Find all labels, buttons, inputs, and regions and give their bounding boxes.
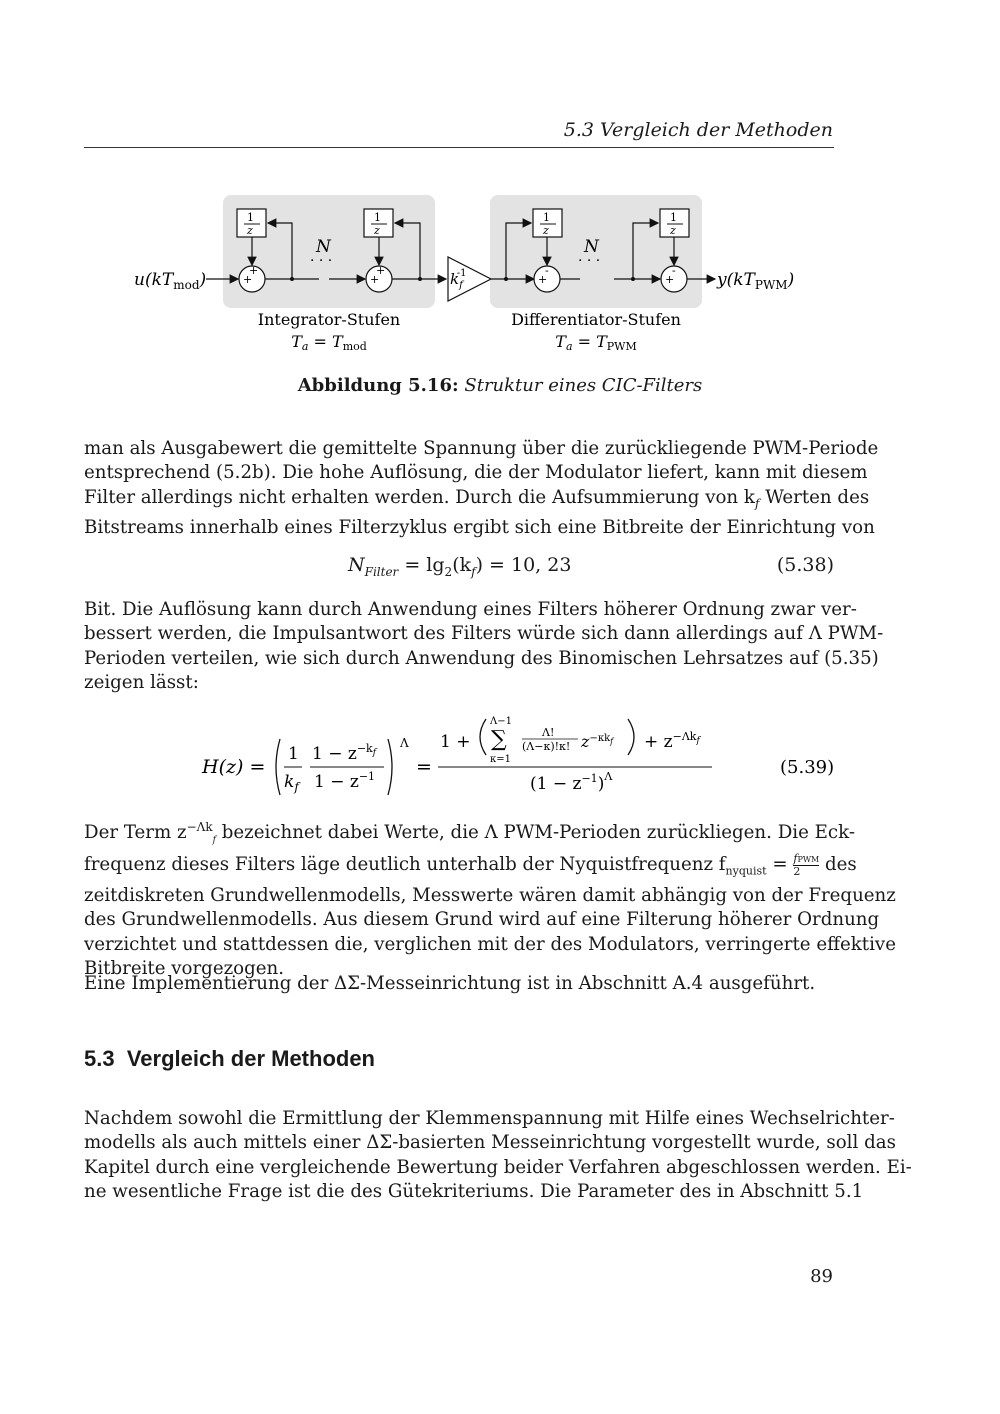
svg-text:-: - (545, 264, 549, 277)
svg-text:kf: $k_f$ (284, 772, 299, 794)
text-line: zeitdiskreten Grundwellenmodells, Messwerte wären damit abhängig von der Frequenz (84, 884, 896, 906)
page-number: 89 (810, 1266, 833, 1287)
svg-text:z: z (374, 224, 380, 237)
cic-filter-diagram (84, 185, 834, 385)
equation-number: (5.38) (776, 554, 834, 576)
svg-text:1: 1 (670, 211, 677, 224)
svg-text:1 − z−1: $1 - z^{-1}$ (314, 770, 376, 792)
svg-text:κ=1: κ=1 (490, 754, 511, 765)
svg-text:1 − z−kf: $1 - z^{-k}f$ (312, 742, 377, 764)
svg-text:· · ·: · · · (578, 253, 601, 269)
differentiator-title: Differentiator-Stufen (511, 310, 681, 329)
svg-text:Λ: Λ (400, 736, 409, 750)
svg-text:kf-1: $k_f-1$ (450, 268, 467, 291)
svg-text:1: 1 (543, 211, 550, 224)
text-line: man als Ausgabewert die gemittelte Spannung über die zurückliegende PWM-Periode (84, 438, 879, 459)
differentiator-sampling: Ta = TPWM (555, 332, 637, 353)
caption-text: Struktur eines CIC-Filters (464, 375, 703, 396)
svg-text:Λ!: Λ! (542, 726, 555, 739)
svg-text:z: z (543, 224, 549, 237)
svg-text:(1 − z−1)Λ: $(1 - z^{-1})^\Lambda$ (530, 770, 613, 794)
svg-text:1 +: 1 + (440, 732, 471, 752)
svg-text:=: = (416, 756, 432, 778)
svg-text:1: 1 (247, 211, 254, 224)
paragraph-4 (84, 972, 834, 996)
svg-text:+: + (370, 273, 380, 286)
running-head: 5.3 Vergleich der Methoden (563, 119, 833, 141)
text-line: des Grundwellenmodells. Aus diesem Grund wird auf eine Filterung höherer Ordnung (84, 909, 880, 931)
text-line: verzichtet und stattdessen die, verglichen mit der des Modulators, verringerte effektive (84, 933, 896, 955)
header-rule (84, 147, 834, 148)
integrator-sampling: Ta = Tmod (291, 332, 367, 353)
equation-5-39 (84, 705, 834, 815)
svg-text:+: + (249, 264, 259, 277)
text-line: bessert werden, die Impulsantwort des Filters würde sich dann allerdings auf Λ PWM- (84, 623, 884, 645)
output-label: $y(kT_{PWM})$ (717, 270, 795, 292)
svg-text:+: + (243, 273, 253, 286)
integrator-title: Integrator-Stufen (257, 310, 401, 329)
text-line: Filter allerdings nicht erhalten werden. Durch die Aufsummierung von $k_f$ Werten des (84, 486, 870, 511)
text-line: Bit. Die Auflösung kann durch Anwendung eines Filters höherer Ordnung zwar ver- (84, 599, 857, 620)
svg-text:H(z) =: H(z) = (202, 756, 266, 778)
section-title-text: Vergleich der Methoden (126, 1046, 375, 1071)
svg-text:z: z (247, 224, 253, 237)
text-line: frequenz dieses Filters läge deutlich unterhalb der Nyquistfrequenz $f_{nyquist}$ = fPWM 2 des (84, 852, 857, 878)
svg-text:z−κkf: $z^{-\kappa k}f$ (581, 732, 614, 751)
input-label: $u(kT_{mod})$ (134, 270, 207, 292)
svg-text:1: 1 (374, 211, 381, 224)
svg-text:+: + (538, 273, 548, 286)
svg-text:∑: ∑ (491, 727, 507, 752)
text-line: Perioden verteilen, wie sich durch Anwendung des Binomischen Lehrsatzes auf (5.35) (84, 647, 879, 669)
text-line: modells als auch mittels einer ΔΣ-basierten Messeinrichtung vorgestellt wurde, soll das (84, 1132, 896, 1154)
text-line: Bitstreams innerhalb eines Filterzyklus ergibt sich eine Bitbreite der Einrichtung von (84, 516, 875, 538)
page: 5.3 Vergleich der Methoden $u(kT_{mod})$ + + 1 z N · · · + + 1 z $k_f-1$ 1 z + - N · · · 1 z + - $y(kT_{PWM})$ Integrator-Stufen Ta = Tmod Differentiator-Stufen Ta = TPWM Abbildung 5.16: Struktur eines CIC-Filters man als Ausgabewert die gemittelte Spannung über die zurückliegende PWM-Periode entsprechend (5.2b). Die hohe Auflösung, die der Modulator liefert, kann mit diesem Filter allerdings nicht erhalten werden. Durch die Aufsummierung von $k_f$ Werten des Bitstreams innerhalb eines Filterzyklus ergibt sich eine Bitbreite der Einrichtung von $N_{Filter} = \lg_2(k_f) = 10$, 23 (5.38) Bit. Die Auflösung kann durch Anwendung eines Filters höherer Ordnung zwar ver- bessert werden, die Impulsantwort des Filters würde sich dann allerdings auf Λ PWM- Perioden verteilen, wie sich durch Anwendung des Binomischen Lehrsatzes auf (5.35) zeigen lässt: H(z) = 1 $k_f$ $1 - z^{-k}f$ $1 - z^{-1}$ Λ = 1 + Λ−1 ∑ κ=1 Λ! (Λ−κ)!κ! $z^{-\kappa k}f$ + $z^{-\Lambda k}f$ $(1 - z^{-1})^\Lambda$ (5.39) Der Term $z^{-\Lambda k}_f$ bezeichnet dabei Werte, die Λ PWM-Perioden zurückliegen. Die Eck- frequenz dieses Filters läge deutlich unterhalb der Nyquistfrequenz $f_{nyquist}$ = fPWM 2 des zeitdiskreten Grundwellenmodells, Messwerte wären damit abhängig von der Frequenz des Grundwellenmodells. Aus diesem Grund wird auf eine Filterung höherer Ordnung verzichtet und stattdessen die, verglichen mit der des Modulators, verringerte effektive Bitbreite vorgezogen. Eine Implementierung der ΔΣ-Messeinrichtung ist in Abschnitt A.4 ausgeführt. 5.3 Vergleich der Methoden Nachdem sowohl die Ermittlung der Klemmenspannung mit Hilfe eines Wechselrichter- modells als auch mittels einer ΔΣ-basierten Messeinrichtung vorgestellt wurde, soll das Kapitel durch eine vergleichende Bewertung beider Verfahren abgeschlossen werden. Ei- ne wesentliche Frage ist die des Gütekriteriums. Die Parameter des in Abschnitt 5.1 89 (0, 0, 1000, 1414)
svg-text:+ z−Λkf: + $z^{-\Lambda k}f$ (644, 730, 700, 752)
text-line: Nachdem sowohl die Ermittlung der Klemmenspannung mit Hilfe eines Wechselrichter- (84, 1108, 895, 1129)
svg-text:(Λ−κ)!κ!: (Λ−κ)!κ! (522, 740, 571, 753)
text-line: entsprechend (5.2b). Die hohe Auflösung, die der Modulator liefert, kann mit diesem (84, 462, 868, 484)
equation-number: (5.39) (780, 757, 834, 778)
paragraph-3 (84, 815, 896, 981)
paragraph-2 (84, 598, 884, 695)
svg-text:1: 1 (288, 744, 299, 764)
stage-count-n-1: N (316, 237, 331, 257)
text-line: Der Term $z^{-\Lambda k}_f$ bezeichnet dabei Werte, die Λ PWM-Perioden zurückliegen. Die Eck- (84, 820, 855, 846)
text-line: zeigen lässt: (84, 671, 199, 693)
figure-caption (0, 375, 1000, 396)
svg-text:+: + (376, 264, 386, 277)
text-line: ne wesentliche Frage ist die des Gütekriteriums. Die Parameter des in Abschnitt 5.1 (84, 1180, 864, 1202)
svg-text:-: - (672, 264, 676, 277)
stage-count-n-2: N (584, 237, 599, 257)
caption-label: Abbildung 5.16: (297, 375, 459, 396)
text-line: Kapitel durch eine vergleichende Bewertung beider Verfahren abgeschlossen werden. Ei- (84, 1156, 912, 1178)
section-number: 5.3 (84, 1046, 115, 1071)
svg-text:Λ−1: Λ−1 (490, 716, 512, 727)
svg-text:z: z (670, 224, 676, 237)
svg-text:· · ·: · · · (310, 253, 333, 269)
svg-text:+: + (665, 273, 675, 286)
paragraph-5 (84, 1107, 912, 1204)
section-heading (84, 1046, 375, 1072)
text-line: Bitbreite vorgezogen. (84, 957, 285, 979)
paragraph-1 (84, 437, 879, 540)
text-line: Eine Implementierung der ΔΣ-Messeinrichtung ist in Abschnitt A.4 ausgeführt. (84, 973, 816, 994)
